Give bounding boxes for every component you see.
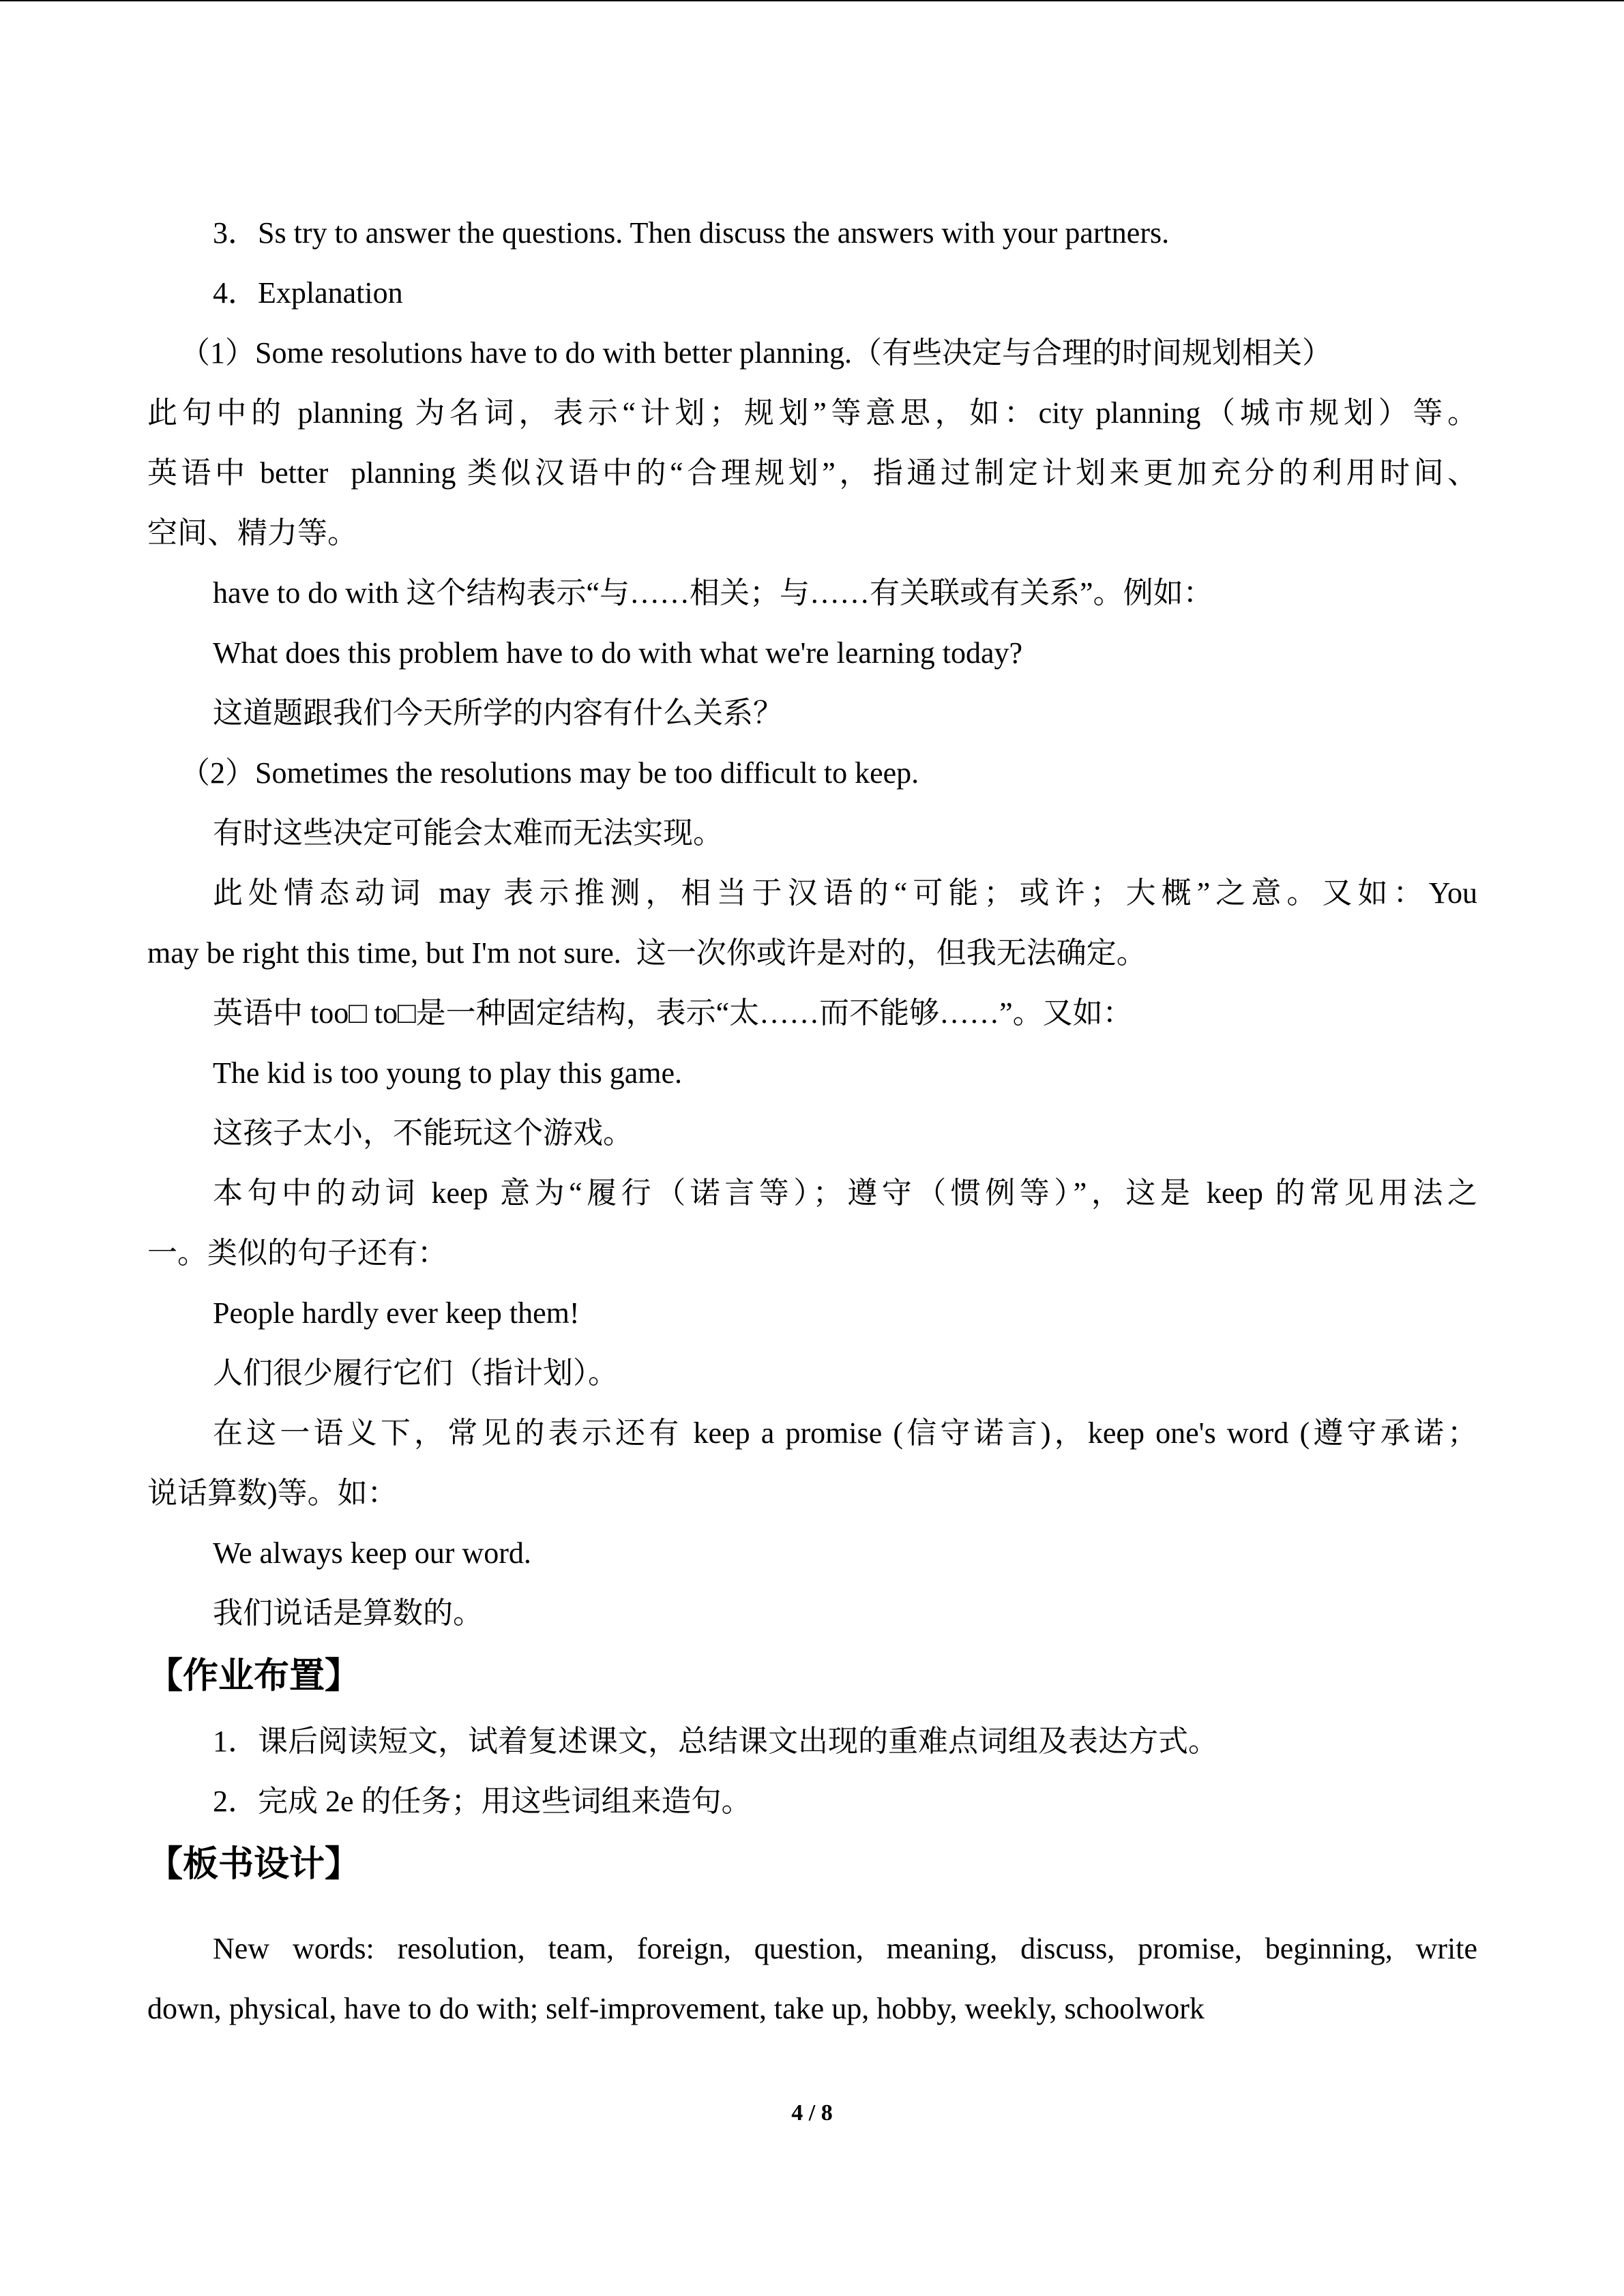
explanation-point-1: （1）Some resolutions have to do with better planning.（有些决定与合理的时间规划相关）: [180, 336, 1332, 370]
example-translation: 这道题跟我们今天所学的内容有什么关系？: [213, 696, 783, 730]
list-item-4: 4．Explanation: [213, 276, 403, 310]
paragraph-line: 此处情态动词 may 表示推测，相当于汉语的“可能；或许；大概”之意。又如：You: [213, 876, 1477, 910]
paragraph-line: 英语中 too□ to□是一种固定结构，表示“太……而不能够……”。又如：: [213, 996, 1133, 1030]
paragraph-line: may be right this time, but I'm not sure. 这一次你或许是对的，但我无法确定。: [147, 936, 1147, 970]
paragraph-line: 一。类似的句子还有：: [147, 1236, 447, 1270]
paragraph-line: 空间、精力等。: [147, 516, 357, 550]
paragraph-line: 英语中 better planning 类似汉语中的“合理规划”，指通过制定计划来更加充分的利用时间、: [147, 456, 1477, 490]
paragraph-line: 说话算数)等。如：: [147, 1476, 398, 1510]
paragraph-line: 此句中的 planning 为名词，表示“计划；规划”等意思，如：city planning（城市规划）等。: [147, 396, 1477, 430]
homework-item: 1．课后阅读短文，试着复述课文，总结课文出现的重难点词组及表达方式。: [213, 1725, 1218, 1758]
homework-item: 2．完成 2e 的任务；用这些词组来造句。: [213, 1785, 752, 1818]
example-translation: 这孩子太小，不能玩这个游戏。: [213, 1116, 633, 1150]
example-sentence: We always keep our word.: [213, 1536, 531, 1570]
paragraph-line: 有时这些决定可能会太难而无法实现。: [213, 816, 723, 850]
new-words-line: down, physical, have to do with; self-improvement, take up, hobby, weekly, schoolwork: [147, 1992, 1205, 2025]
spacer: [147, 1900, 1477, 1919]
example-sentence: The kid is too young to play this game.: [213, 1056, 683, 1090]
list-item-3: 3．Ss try to answer the questions. Then discuss the answers with your partners.: [213, 216, 1170, 250]
explanation-point-2: （2）Sometimes the resolutions may be too difficult to keep.: [180, 756, 919, 790]
homework-heading: 【作业布置】: [147, 1656, 361, 1697]
new-words-line: New words: resolution, team, foreign, question, meaning, discuss, promise, beginning, write: [213, 1932, 1477, 1965]
paragraph-line: 在这一语义下，常见的表示还有 keep a promise (信守诺言)，keep one's word (遵守承诺；: [213, 1416, 1477, 1450]
page-number: 4 / 8: [791, 2100, 833, 2126]
example-sentence: What does this problem have to do with what we're learning today?: [213, 636, 1023, 670]
paragraph-line: have to do with 这个结构表示“与……相关；与……有关联或有关系”。例如：: [213, 576, 1213, 610]
paragraph-line: 本句中的动词 keep 意为“履行（诺言等）；遵守（惯例等）”，这是 keep 的常见用法之: [213, 1176, 1477, 1210]
board-design-heading: 【板书设计】: [147, 1844, 361, 1885]
example-translation: 我们说话是算数的。: [213, 1596, 483, 1630]
page-content: [147, 203, 1477, 2039]
example-translation: 人们很少履行它们（指计划）。: [213, 1356, 618, 1390]
example-sentence: People hardly ever keep them!: [213, 1296, 580, 1330]
